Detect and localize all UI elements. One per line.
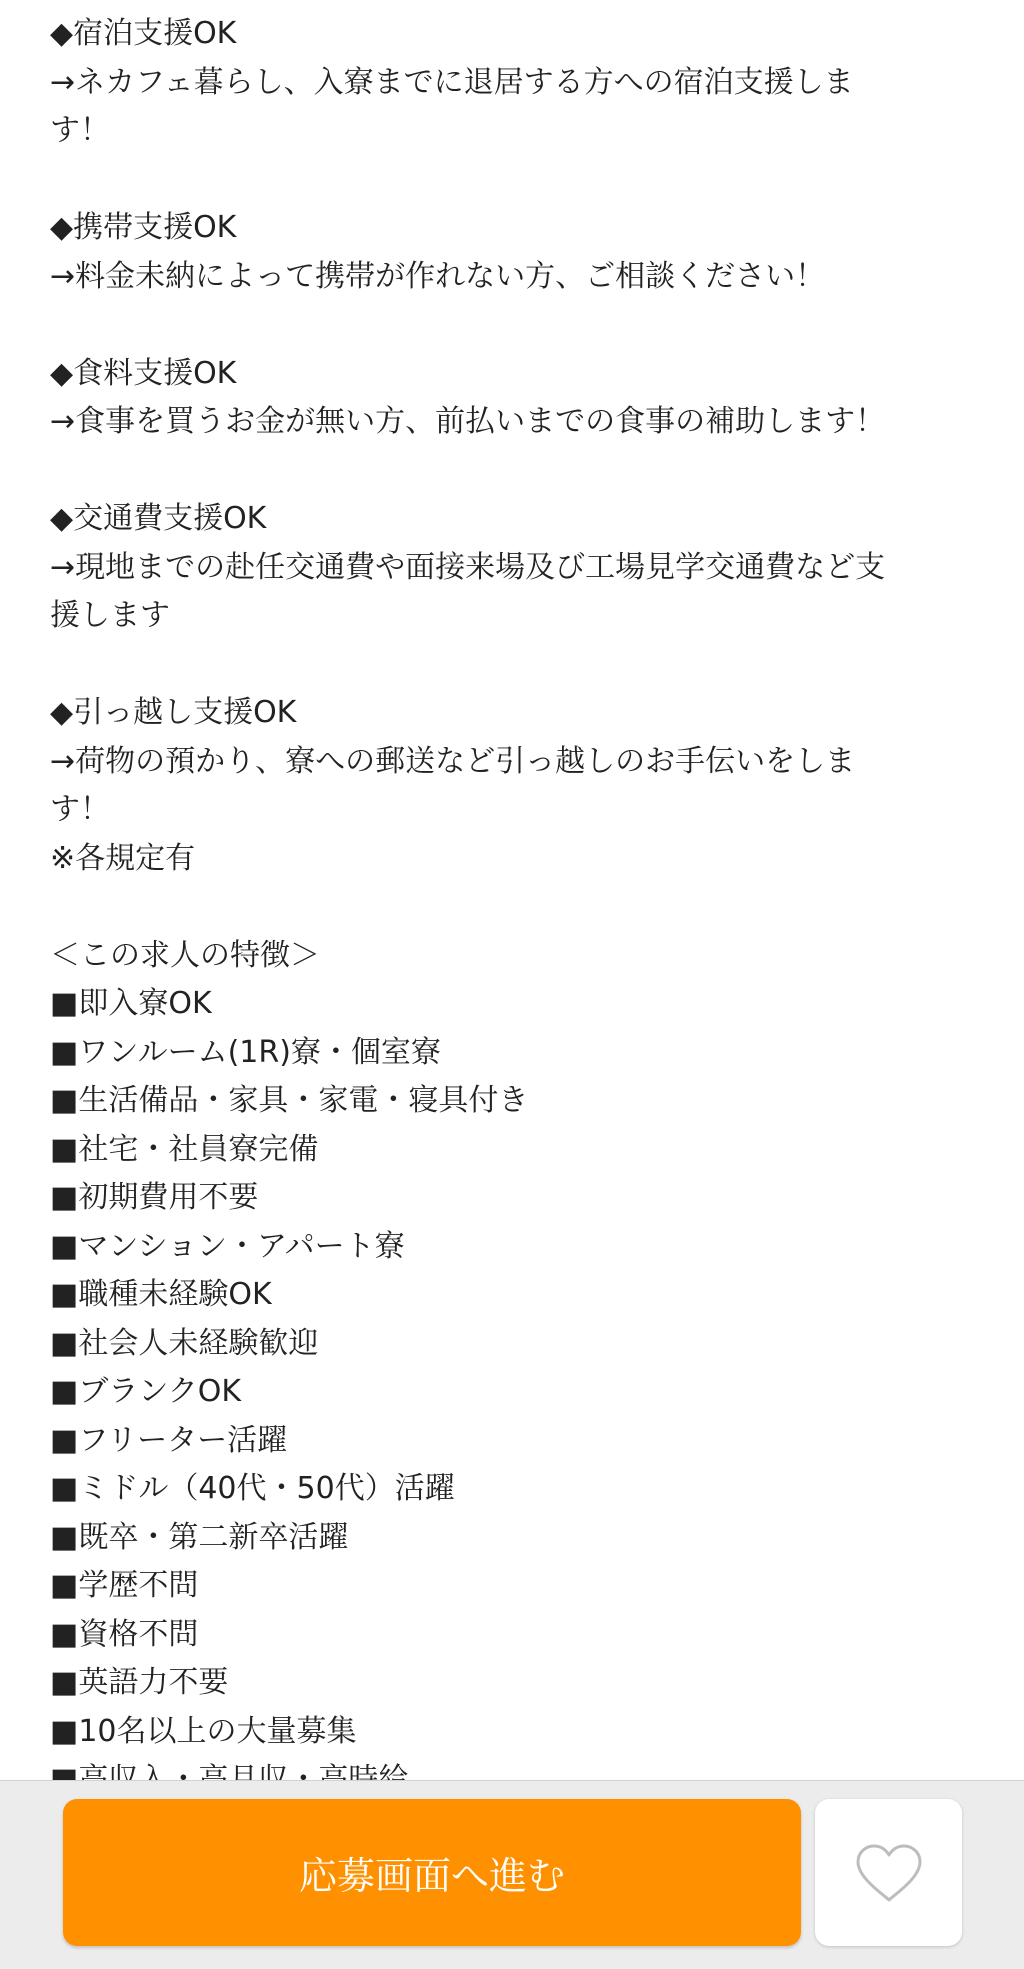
apply-button[interactable] xyxy=(63,1799,801,1946)
feature-item: ■10名以上の大量募集 xyxy=(50,1713,357,1749)
job-description xyxy=(50,10,970,1805)
feature-item: ■初期費用不要 xyxy=(50,1180,259,1215)
text-line: →現地までの赴任交通費や面接来場及び工場見学交通費など支 xyxy=(50,549,886,585)
feature-item: ■フリーター活躍 xyxy=(50,1422,288,1458)
text-line: →荷物の預かり、寮への郵送など引っ越しのお手伝いをしま xyxy=(50,743,856,779)
feature-item: ■資格不問 xyxy=(50,1616,199,1652)
blank-line xyxy=(50,447,970,496)
section-heading: ＜この求人の特徴＞ xyxy=(50,937,320,973)
feature-item: ■英語力不要 xyxy=(50,1665,229,1700)
text-line: ◆携帯支援OK xyxy=(50,210,237,245)
heart-outline-icon xyxy=(854,1842,924,1904)
favorite-button[interactable] xyxy=(815,1799,962,1946)
text-line: ◆食料支援OK xyxy=(50,355,237,391)
text-line: →料金未納によって携帯が作れない方、ご相談ください！ xyxy=(50,258,826,294)
blank-line xyxy=(50,156,970,205)
bottom-action-bar xyxy=(0,1780,1024,1969)
feature-item: ■社会人未経験歓迎 xyxy=(50,1325,319,1361)
text-line: す！ xyxy=(50,792,110,827)
text-line: ◆宿泊支援OK xyxy=(50,16,237,51)
blank-line xyxy=(50,301,970,350)
feature-item: ■学歴不問 xyxy=(50,1568,199,1603)
feature-item: ■ワンルーム(1R)寮・個室寮 xyxy=(50,1034,441,1070)
feature-item: ■社宅・社員寮完備 xyxy=(50,1131,319,1167)
text-line: →ネカフェ暮らし、入寮までに退居する方への宿泊支援しま xyxy=(50,64,854,100)
text-line: す！ xyxy=(50,113,110,148)
feature-item: ■職種未経験OK xyxy=(50,1277,272,1312)
text-line: 援します xyxy=(50,598,170,633)
feature-item: ■既卒・第二新卒活躍 xyxy=(50,1519,349,1555)
apply-button-label: 応募画面へ進む xyxy=(298,1854,565,1898)
feature-item: ■ミドル（40代・50代）活躍 xyxy=(50,1471,455,1506)
text-line: →食事を買うお金が無い方、前払いまでの食事の補助します！ xyxy=(50,404,886,439)
text-line: ◆引っ越し支援OK xyxy=(50,695,297,730)
blank-line xyxy=(50,641,970,690)
feature-item: ■即入寮OK xyxy=(50,986,212,1021)
text-line: ※各規定有 xyxy=(50,840,196,876)
text-line: ◆交通費支援OK xyxy=(50,501,267,536)
feature-item: ■ブランクOK xyxy=(50,1374,242,1409)
feature-item: ■生活備品・家具・家電・寝具付き xyxy=(50,1083,529,1118)
blank-line xyxy=(50,883,970,932)
feature-item: ■マンション・アパート寮 xyxy=(50,1228,405,1264)
